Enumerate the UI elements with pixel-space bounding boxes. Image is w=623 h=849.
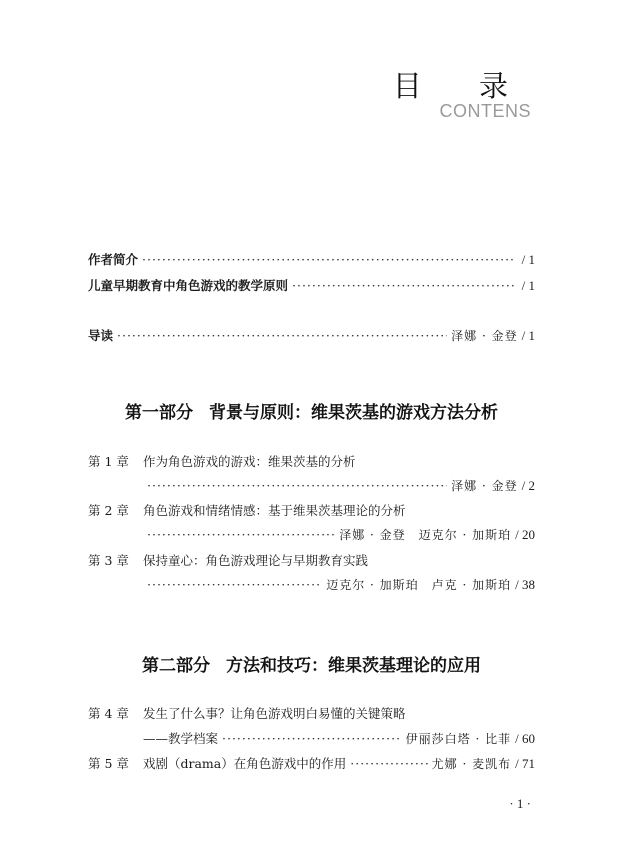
chapter-title: 作为角色游戏的游戏：维果茨基的分析 xyxy=(143,454,356,469)
toc-entry-principles[interactable] xyxy=(88,276,535,294)
leader-dots xyxy=(222,731,402,746)
chapter-1-meta xyxy=(143,477,535,494)
chapter-author: 伊丽莎白塔 · 比菲 xyxy=(405,732,512,746)
page-number: · 1 · xyxy=(509,796,531,811)
part-title: 背景与原则：维果茨基的游戏方法分析 xyxy=(209,403,498,423)
chapter-title: 保持童心：角色游戏理论与早期教育实践 xyxy=(143,553,369,568)
chapter-author: 迈克尔 · 加斯珀 卢克 · 加斯珀 xyxy=(326,578,512,592)
chapter-number: 第 1 章 xyxy=(88,454,129,469)
chapter-number: 第 5 章 xyxy=(88,756,129,771)
chapter-page: / 20 xyxy=(515,527,535,542)
toc-entry-page: / 1 xyxy=(521,252,535,267)
chapter-title: 角色游戏和情绪情感：基于维果茨基理论的分析 xyxy=(143,503,406,518)
toc-entry-title: 作者简介 xyxy=(88,252,139,267)
part-heading-1[interactable] xyxy=(0,398,623,423)
toc-entry-title: 儿童早期教育中角色游戏的教学原则 xyxy=(88,278,289,293)
leader-dots xyxy=(147,577,322,592)
toc-entry-title: 导读 xyxy=(88,328,114,343)
part-label: 第一部分 xyxy=(125,403,193,423)
chapter-2-heading[interactable] xyxy=(88,501,406,519)
toc-entry-author: 泽娜 · 金登 xyxy=(451,329,518,343)
chapter-number: 第 2 章 xyxy=(88,503,129,518)
page-subtitle: CONTENS xyxy=(439,101,531,121)
leader-dots xyxy=(350,756,427,771)
chapter-page: / 71 xyxy=(515,756,535,771)
chapter-5-heading[interactable] xyxy=(88,754,535,772)
leader-dots xyxy=(292,278,514,293)
chapter-page: / 60 xyxy=(515,731,535,746)
chapter-author: 泽娜 · 金登 xyxy=(451,479,518,493)
chapter-2-meta xyxy=(143,526,535,543)
toc-entry-introduction[interactable] xyxy=(88,326,535,344)
part-title: 方法和技巧：维果茨基理论的应用 xyxy=(226,656,481,676)
leader-dots xyxy=(147,478,447,493)
chapter-page: / 2 xyxy=(521,478,535,493)
chapter-4-meta xyxy=(143,729,535,747)
chapter-author: 泽娜 · 金登 迈克尔 · 加斯珀 xyxy=(339,528,512,542)
page-title: 目 录 xyxy=(392,69,532,103)
chapter-1-heading[interactable] xyxy=(88,452,356,470)
leader-dots xyxy=(117,328,447,343)
leader-dots xyxy=(147,527,335,542)
part-heading-2[interactable] xyxy=(0,651,623,676)
leader-dots xyxy=(142,252,514,267)
chapter-4-heading[interactable] xyxy=(88,704,406,722)
chapter-number: 第 3 章 xyxy=(88,553,129,568)
toc-entry-author-bio[interactable] xyxy=(88,250,535,268)
chapter-page: / 38 xyxy=(515,577,535,592)
chapter-title: 戏剧（drama）在角色游戏中的作用 xyxy=(143,756,347,771)
part-label: 第二部分 xyxy=(142,656,210,676)
toc-entry-page: / 1 xyxy=(521,328,535,343)
chapter-number: 第 4 章 xyxy=(88,706,129,721)
chapter-title: 发生了什么事？让角色游戏明白易懂的关键策略 xyxy=(143,706,406,721)
chapter-3-heading[interactable] xyxy=(88,551,368,569)
toc-entry-page: / 1 xyxy=(521,278,535,293)
chapter-3-meta xyxy=(143,576,535,593)
chapter-author: 尤娜 · 麦凯布 xyxy=(431,757,512,771)
chapter-subtitle: ——教学档案 xyxy=(143,731,219,746)
